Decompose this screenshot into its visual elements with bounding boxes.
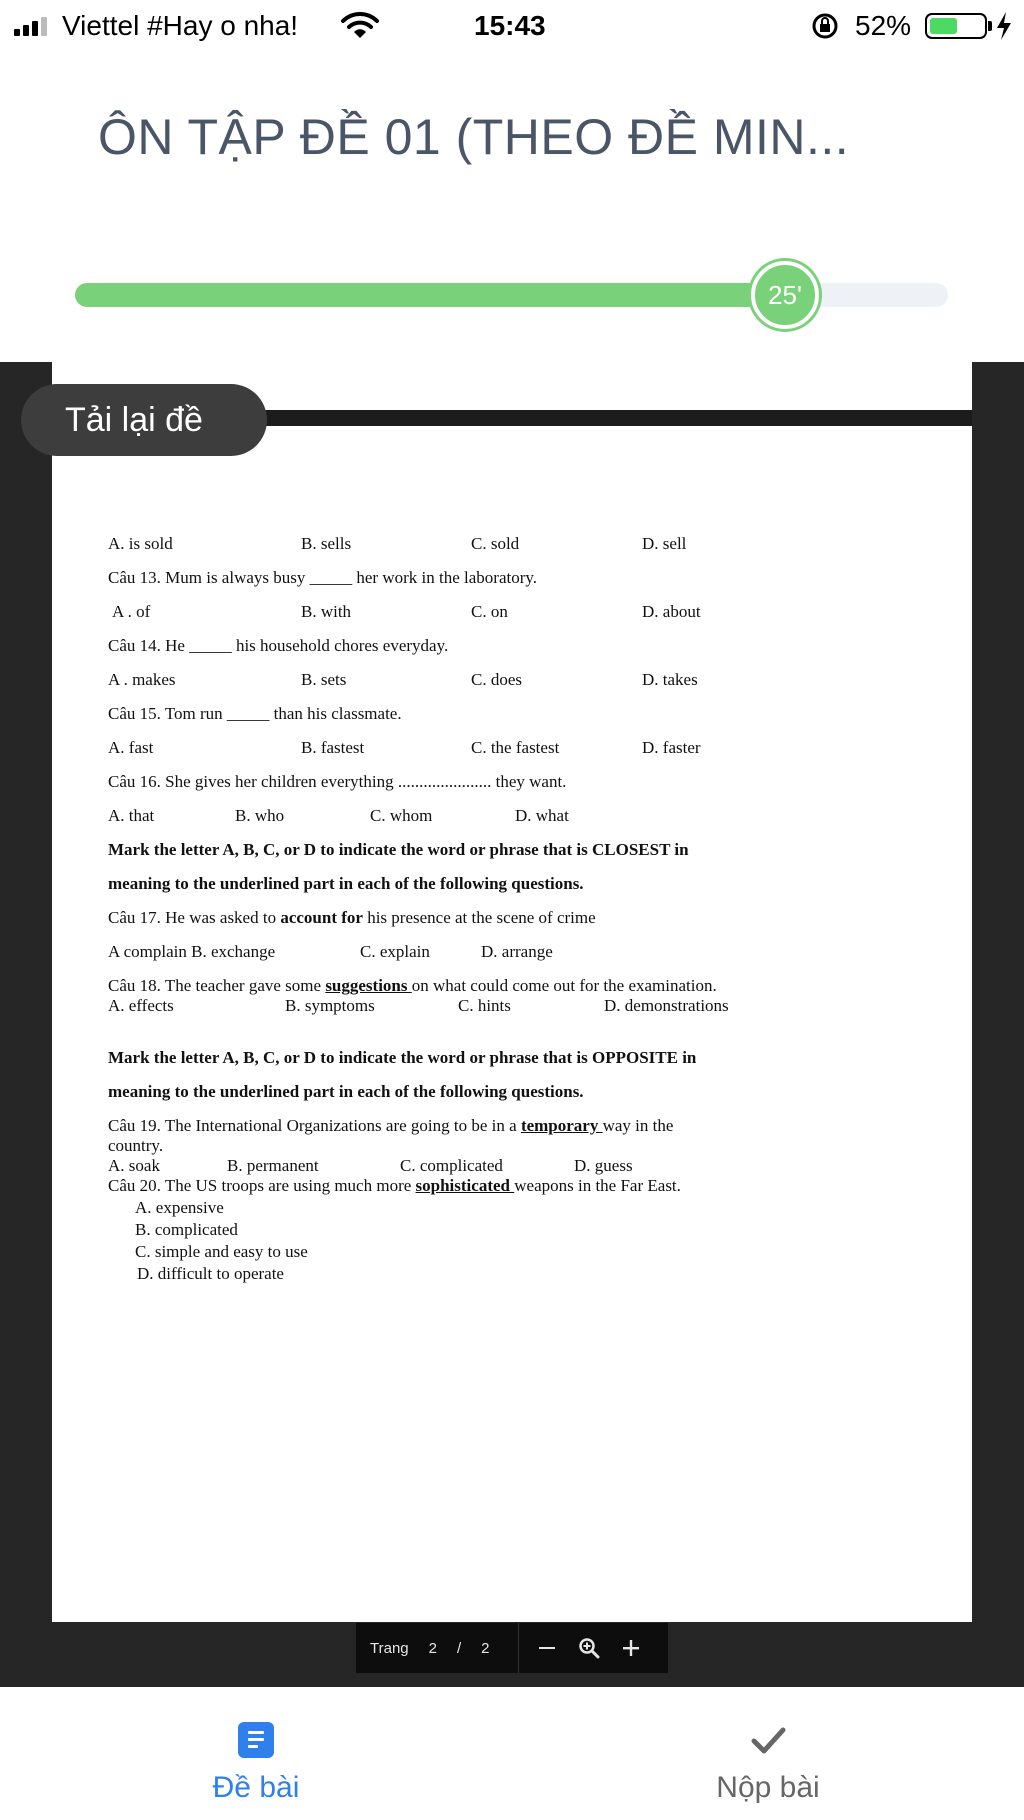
closest-instruction-line-2: meaning to the underlined part in each of the following questions. [108,874,584,893]
option: C. complicated [400,1156,503,1175]
question-14: Câu 14. He _____ his household chores everyday. [108,636,449,655]
option: D. difficult to operate [137,1264,284,1283]
divider [518,1623,519,1673]
battery-level [930,18,957,34]
option: D. about [642,602,701,621]
key-phrase: account for [280,908,363,927]
option: A. is sold [108,534,173,553]
status-bar [0,0,1024,52]
option: B. permanent [227,1156,319,1175]
rotation-lock-icon [811,12,839,40]
timer-badge: 25' [751,261,819,329]
option: D. arrange [481,942,553,961]
option: A. soak [108,1156,160,1175]
clock: 15:43 [474,10,546,41]
signal-icon [14,16,47,36]
magnifier-icon [578,1637,600,1659]
question-19: Câu 19. The International Organizations are going to be in a temporary way in the [108,1116,674,1135]
option: A. expensive [135,1198,224,1217]
charging-bolt-icon [995,12,1013,40]
option: B. fastest [301,738,365,757]
question-20: Câu 20. The US troops are using much more sophisticated weapons in the Far East. [108,1176,681,1195]
key-phrase: suggestions [325,976,412,995]
option: C. the fastest [471,738,560,757]
bottom-tab-bar [0,1687,1024,1820]
key-phrase: sophisticated [415,1176,515,1195]
option: B. symptoms [285,996,375,1015]
tab-submit[interactable] [512,1687,1024,1820]
question-18: Câu 18. The teacher gave some suggestions on what could come out for the examination. [108,976,717,995]
option: A. that [108,806,155,825]
option: B. who [235,806,285,825]
battery-tip [988,21,992,31]
option: D. faster [642,738,701,757]
option: C. on [471,602,508,621]
option: B. sells [301,534,352,553]
minus-icon [538,1639,556,1657]
current-page[interactable]: 2 [428,1639,437,1657]
question-17: Câu 17. He was asked to account for his presence at the scene of crime [108,908,596,927]
option: A . makes [108,670,176,689]
carrier-name: Viettel #Hay o nha! [62,10,299,41]
tab-label: Nộp bài [716,1771,820,1804]
page-title: ÔN TẬP ĐỀ 01 (THEO ĐỀ MIN... [98,109,850,165]
zoom-out-button[interactable] [529,1630,565,1666]
battery-percent: 52% [855,10,912,41]
reload-exam-button[interactable]: Tải lại đề [21,384,267,456]
opposite-instruction-line-1: Mark the letter A, B, C, or D to indicate the word or phrase that is OPPOSITE in [108,1048,697,1067]
closest-instruction-line-1: Mark the letter A, B, C, or D to indicate the word or phrase that is CLOSEST in [108,840,689,859]
opposite-instruction-line-2: meaning to the underlined part in each of the following questions. [108,1082,584,1101]
document-viewer[interactable] [0,362,1024,1687]
key-phrase: temporary [520,1116,603,1135]
question-13: Câu 13. Mum is always busy _____ her work in the laboratory. [108,568,538,587]
option: A complain B. exchange [108,942,276,961]
tab-label: Đề bài [212,1771,300,1804]
option: B. sets [301,670,347,689]
plus-icon [622,1639,640,1657]
option: C. whom [370,806,433,825]
option: C. does [471,670,522,689]
question-19-continued: country. [108,1136,164,1155]
option: D. demonstrations [604,996,729,1015]
document-icon [236,1720,276,1760]
option: A. fast [108,738,154,757]
option: D. what [515,806,569,825]
question-16: Câu 16. She gives her children everything ...................... they want. [108,772,567,791]
zoom-in-button[interactable] [613,1630,649,1666]
page-label: Trang [370,1639,409,1657]
page-separator: / [456,1639,462,1657]
option: A. effects [108,996,174,1015]
checkmark-icon [748,1720,788,1760]
zoom-reset-button[interactable] [571,1630,607,1666]
option: B. with [301,602,352,621]
question-15: Câu 15. Tom run _____ than his classmate. [108,704,402,723]
tab-exam[interactable] [0,1687,512,1820]
option: D. guess [574,1156,633,1175]
wifi-icon [340,10,380,40]
progress-fill [75,283,765,307]
option: D. sell [642,534,687,553]
battery-icon [925,13,987,39]
page-navigator [356,1623,668,1673]
option: D. takes [642,670,698,689]
option: C. hints [458,996,511,1015]
option: C. sold [471,534,520,553]
total-pages: 2 [481,1639,490,1657]
option: B. complicated [135,1220,238,1239]
option: C. simple and easy to use [135,1242,308,1261]
option: C. explain [360,942,430,961]
option: A . of [112,602,151,621]
